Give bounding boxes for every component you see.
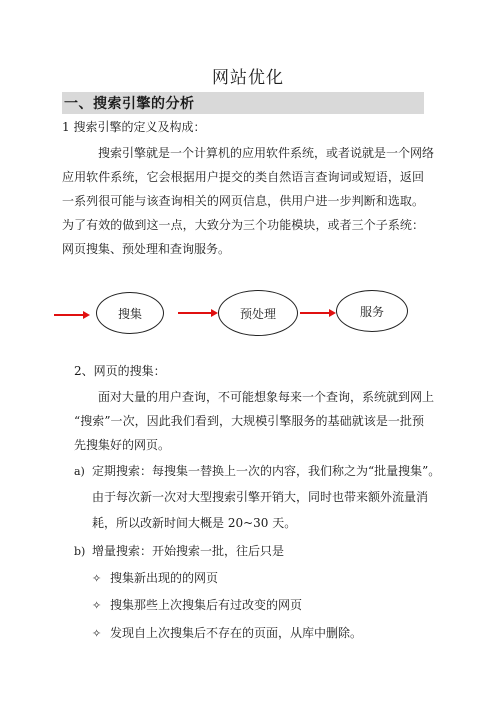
bullet-icon: ✧ (92, 599, 102, 612)
sub-b-bullet-3: 发现自上次搜集后不存在的页面，从库中删除。 (110, 626, 363, 640)
sub-b-bullet-1: 搜集新出现的的网页 (110, 571, 219, 585)
item2-line-3: 先搜集好的网页。 (74, 438, 171, 452)
arrow-preprocess-to-service (300, 312, 330, 314)
node-collect (96, 292, 164, 334)
sub-a-line-3: 耗，所以改新时间大概是 20~30 天。 (92, 516, 297, 530)
item1-heading: 1 搜索引擎的定义及构成： (62, 120, 206, 134)
node-service (336, 290, 408, 332)
sub-a-marker: a) (74, 465, 85, 478)
node-collect-label: 搜集 (117, 306, 142, 321)
bullet-icon: ✧ (92, 627, 102, 640)
item1-line-1: 搜索引擎就是一个计算机的应用软件系统，或者说就是一个网络 (98, 146, 435, 160)
item2-line-2: “搜索”一次，因此我们看到，大规模引擎服务的基础就该是一批预 (74, 414, 424, 428)
sub-a-line-2: 由于每次新一次对大型搜索引擎开销大，同时也带来额外流量消 (92, 490, 429, 504)
item2-heading: 2、网页的搜集： (74, 364, 166, 378)
sub-b-line: 增量搜索：开始搜索一批，往后只是 (92, 544, 285, 558)
sub-b-marker: b) (74, 545, 86, 558)
section-heading: 一、搜索引擎的分析 (64, 96, 195, 112)
item1-line-2: 应用软件系统，它会根据用户提交的类自然语言查询词或短语，返回 (62, 170, 424, 184)
item1-line-4: 为了有效的做到这一点，大致分为三个功能模块，或者三个子系统： (62, 218, 424, 232)
node-service-label: 服务 (359, 304, 384, 319)
page-title: 网站优化 (212, 68, 284, 88)
sub-b-bullet-2: 搜集那些上次搜集后有过改变的网页 (110, 598, 303, 612)
bullet-icon: ✧ (92, 572, 102, 585)
sub-a-line-1: 定期搜索：每搜集一替换上一次的内容，我们称之为“批量搜集”。 (92, 464, 441, 478)
item2-line-1: 面对大量的用户查询，不可能想象每来一个查询，系统就到网上 (98, 390, 435, 404)
arrow-collect-to-preprocess (178, 312, 212, 314)
arrow-in (54, 314, 84, 316)
item1-line-5: 网页搜集、预处理和查询服务。 (62, 242, 231, 256)
node-preprocess (218, 290, 298, 336)
node-preprocess-label: 预处理 (239, 306, 276, 321)
item1-line-3: 一系列很可能与该查询相关的网页信息，供用户进一步判断和选取。 (62, 194, 424, 208)
